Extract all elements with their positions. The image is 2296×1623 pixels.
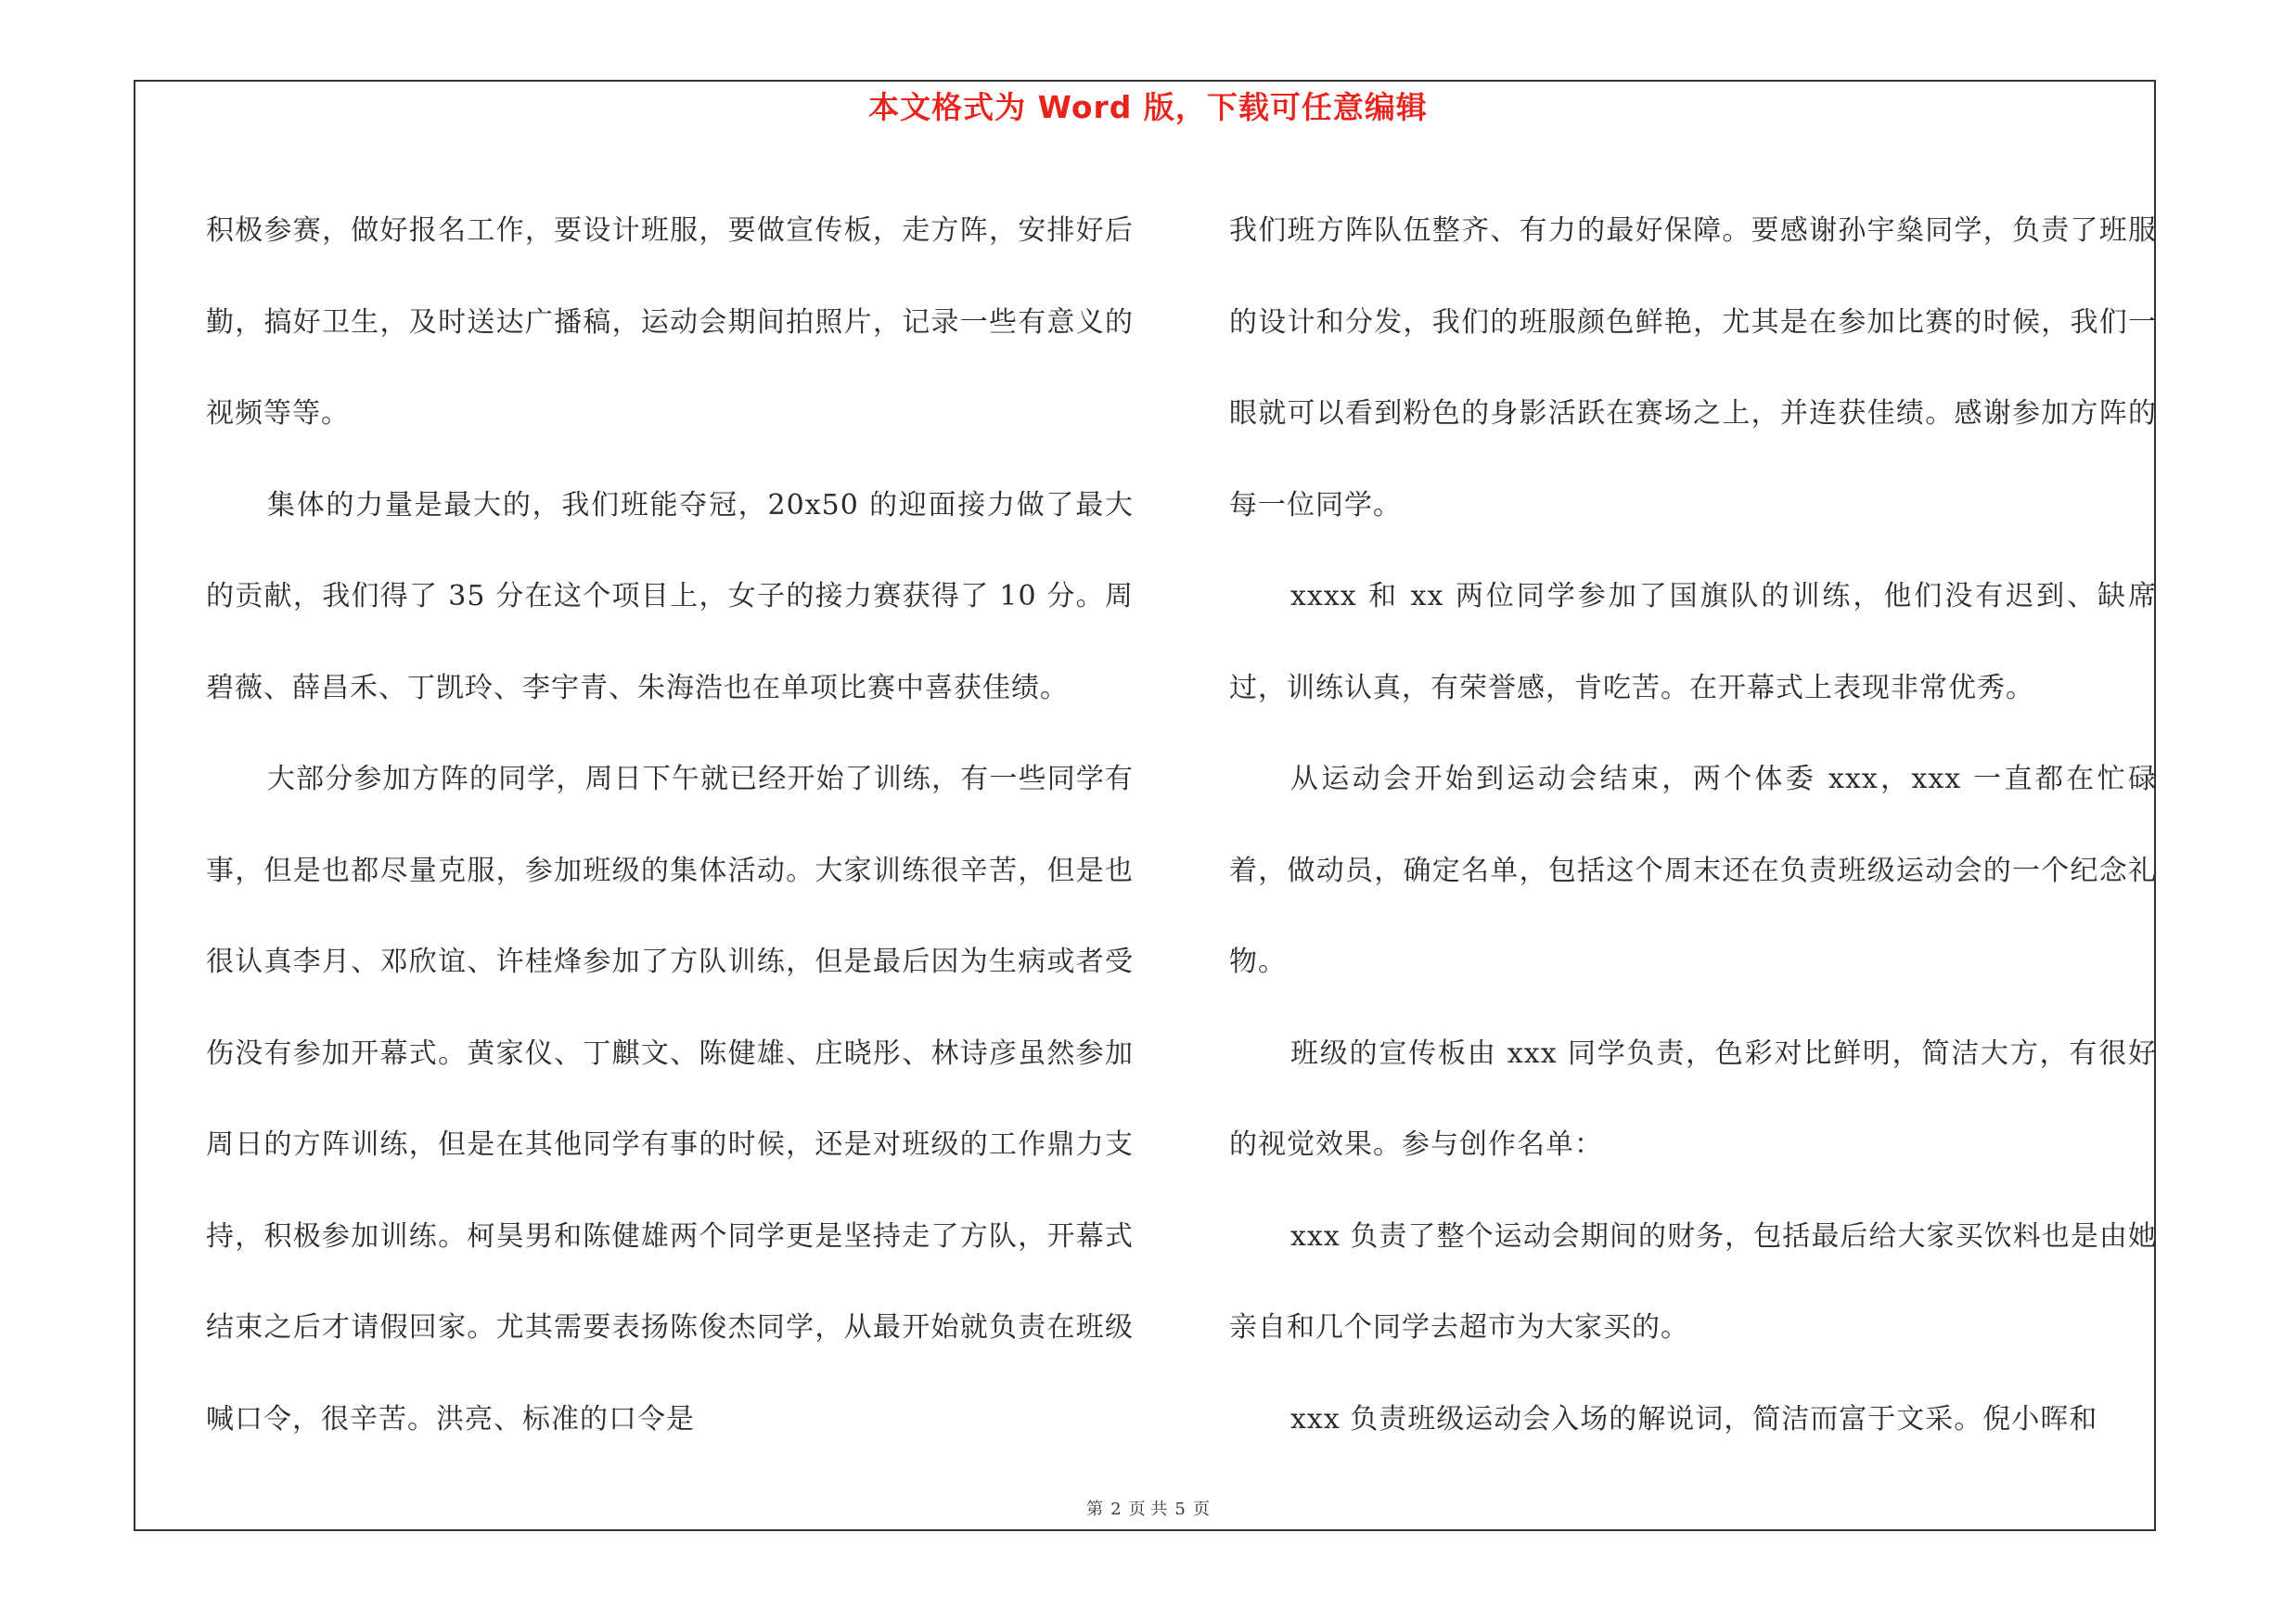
footer-prefix: 第: [1086, 1500, 1104, 1519]
total-page-count: 5: [1174, 1500, 1186, 1519]
current-page-number: 2: [1110, 1500, 1122, 1519]
paragraph: 我们班方阵队伍整齐、有力的最好保障。要感谢孙宇燊同学，负责了班服的设计和分发，我们的班服颜色鲜艳，尤其是在参加比赛的时候，我们一眼就可以看到粉色的身影活跃在赛场之上，并连获佳绩。感谢参加方阵的每一位同学。: [1229, 214, 2157, 522]
paragraph: 积极参赛，做好报名工作，要设计班服，要做宣传板，走方阵，安排好后勤，搞好卫生，及时送达广播稿，运动会期间拍照片，记录一些有意义的视频等等。: [206, 214, 1134, 430]
footer-middle: 页 共: [1128, 1500, 1168, 1519]
paragraph: xxx 负责了整个运动会期间的财务，包括最后给大家买饮料也是由她亲自和几个同学去超市为大家买的。: [1229, 1219, 2157, 1344]
left-column: [206, 186, 1134, 1465]
paragraph: xxxx 和 xx 两位同学参加了国旗队的训练，他们没有迟到、缺席过，训练认真，有荣誉感，肯吃苦。在开幕式上表现非常优秀。: [1229, 580, 2157, 704]
footer-suffix: 页: [1192, 1500, 1210, 1519]
right-column: [1229, 186, 2157, 1465]
paragraph: 从运动会开始到运动会结束，两个体委 xxx，xxx 一直都在忙碌着，做动员，确定名单，包括这个周末还在负责班级运动会的一个纪念礼物。: [1229, 763, 2157, 978]
paragraph: 集体的力量是最大的，我们班能夺冠，20x50 的迎面接力做了最大的贡献，我们得了 35 分在这个项目上，女子的接力赛获得了 10 分。周碧薇、薛昌禾、丁凯玲、李宇青、朱海浩也在单项比赛中喜获佳绩。: [206, 488, 1134, 704]
page-number-footer: [0, 1496, 2296, 1520]
paragraph: xxx 负责班级运动会入场的解说词，简洁而富于文采。倪小晖和: [1290, 1402, 2098, 1436]
format-banner: 本文格式为 Word 版，下载可任意编辑: [868, 89, 1428, 125]
paragraph: 大部分参加方阵的同学，周日下午就已经开始了训练，有一些同学有事，但是也都尽量克服，参加班级的集体活动。大家训练很辛苦，但是也很认真李月、邓欣谊、许桂烽参加了方队训练，但是最后因为生病或者受伤没有参加开幕式。黄家仪、丁麒文、陈健雄、庄晓彤、林诗彦虽然参加周日的方阵训练，但是在其他同学有事的时候，还是对班级的工作鼎力支持，积极参加训练。柯昊男和陈健雄两个同学更是坚持走了方队，开幕式结束之后才请假回家。尤其需要表扬陈俊杰同学，从最开始就负责在班级喊口令，很辛苦。洪亮、标准的口令是: [206, 763, 1134, 1436]
paragraph: 班级的宣传板由 xxx 同学负责，色彩对比鲜明，简洁大方，有很好的视觉效果。参与创作名单：: [1229, 1037, 2157, 1161]
